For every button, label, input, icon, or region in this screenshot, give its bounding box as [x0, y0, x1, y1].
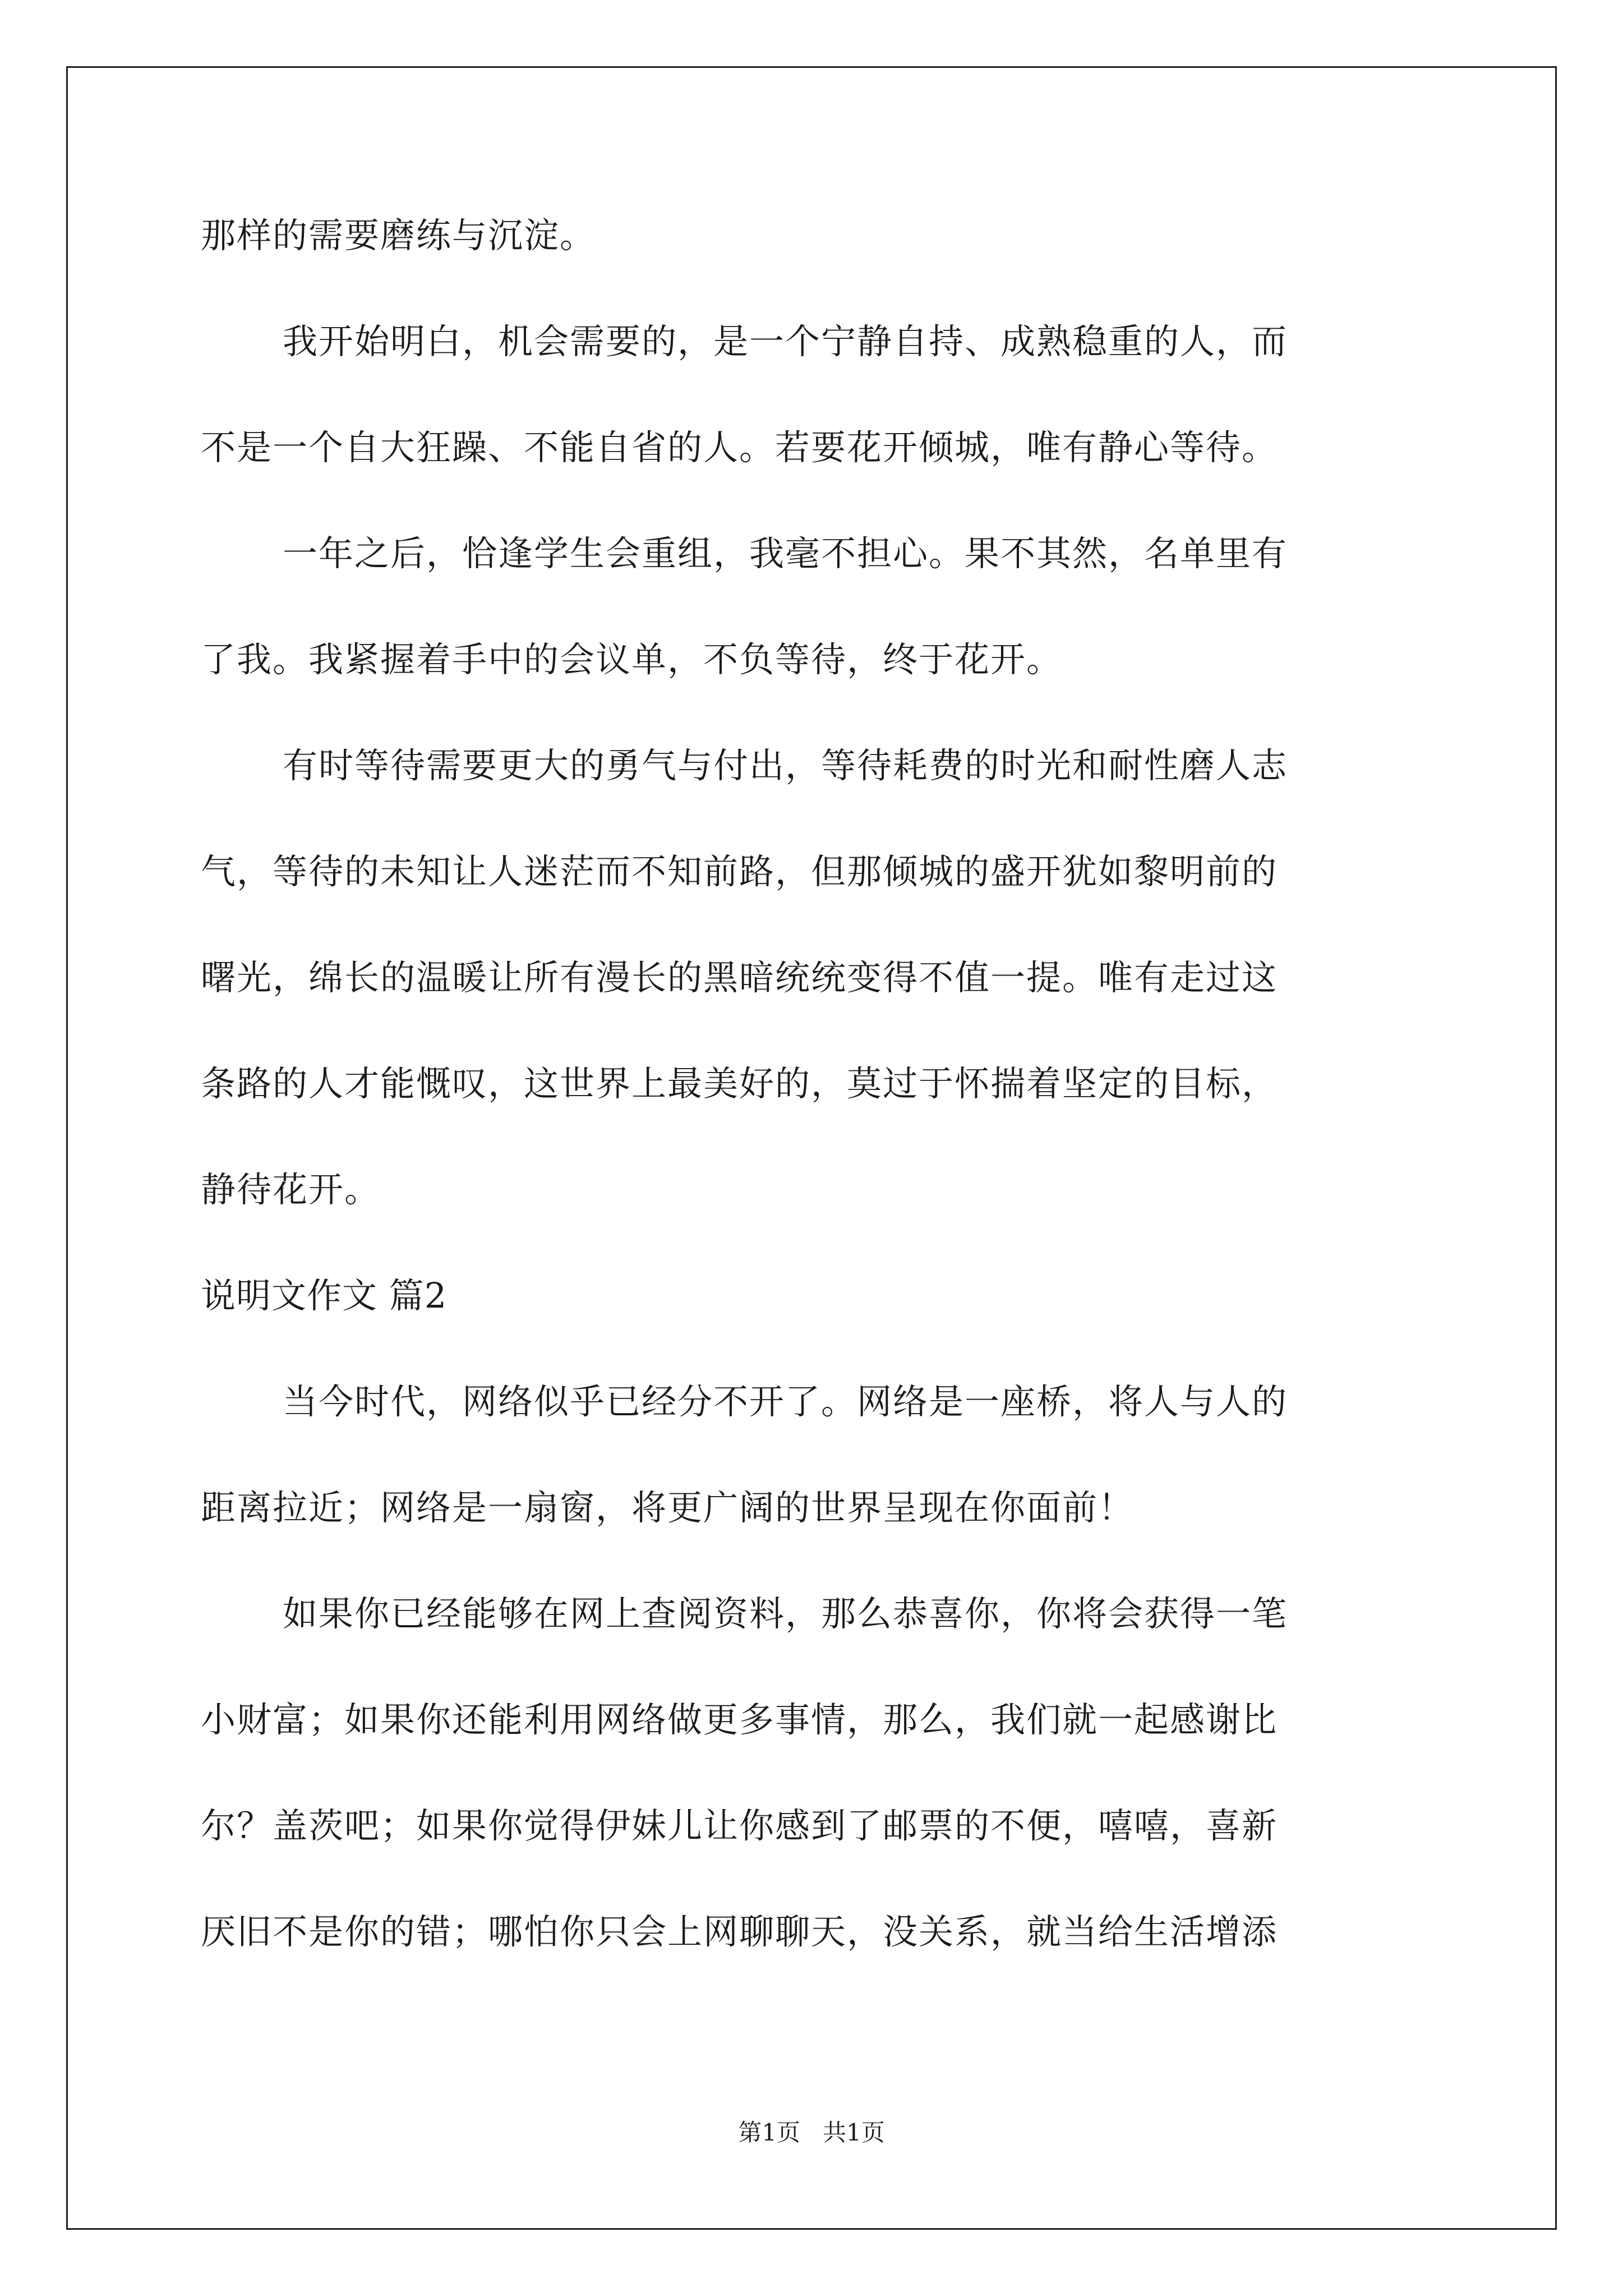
text-line: 尔？盖茨吧；如果你觉得伊妹儿让你感到了邮票的不便，嘻嘻，喜新 — [201, 1805, 1278, 1846]
text-line: 一年之后，恰逢学生会重组，我毫不担心。果不其然，名单里有 — [283, 533, 1288, 574]
text-line: 气，等待的未知让人迷茫而不知前路，但那倾城的盛开犹如黎明前的 — [201, 851, 1278, 892]
text-line: 那样的需要磨练与沉淀。 — [201, 215, 596, 256]
text-line: 厌旧不是你的错；哪怕你只会上网聊聊天，没关系，就当给生活增添 — [201, 1911, 1278, 1952]
text-line: 如果你已经能够在网上查阅资料，那么恭喜你，你将会获得一笔 — [283, 1593, 1288, 1634]
page-footer: 第1页 共1页 — [738, 2119, 885, 2146]
section-heading: 说明文作文 篇2 — [201, 1275, 448, 1316]
text-line: 距离拉近；网络是一扇窗，将更广阔的世界呈现在你面前！ — [201, 1487, 1135, 1528]
document-body — [201, 208, 1429, 2010]
text-line: 我开始明白，机会需要的，是一个宁静自持、成熟稳重的人，而 — [283, 321, 1288, 362]
text-line: 小财富；如果你还能利用网络做更多事情，那么，我们就一起感谢比 — [201, 1699, 1278, 1740]
text-line: 有时等待需要更大的勇气与付出，等待耗费的时光和耐性磨人志 — [283, 745, 1288, 786]
text-line: 条路的人才能慨叹，这世界上最美好的，莫过于怀揣着坚定的目标， — [201, 1063, 1278, 1104]
text-line: 当今时代，网络似乎已经分不开了。网络是一座桥，将人与人的 — [283, 1381, 1288, 1422]
text-line: 了我。我紧握着手中的会议单，不负等待，终于花开。 — [201, 639, 1063, 680]
text-line: 不是一个自大狂躁、不能自省的人。若要花开倾城，唯有静心等待。 — [201, 427, 1278, 468]
text-line: 曙光，绵长的温暖让所有漫长的黑暗统统变得不值一提。唯有走过这 — [201, 957, 1278, 998]
text-line: 静待花开。 — [201, 1169, 381, 1210]
